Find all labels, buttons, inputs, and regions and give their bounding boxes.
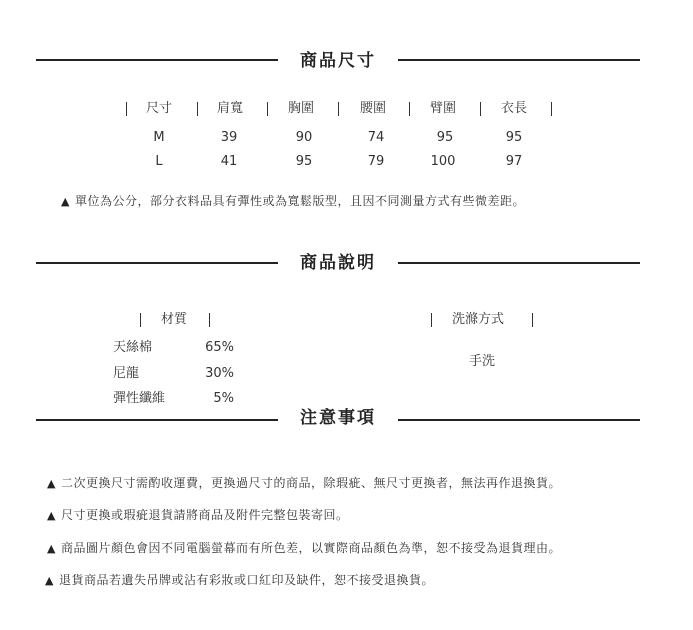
notice-text: 尺寸更換或瑕疵退貨請將商品及附件完整包裝寄回。 [60, 508, 349, 522]
table-cell: M [153, 130, 165, 145]
table-separator [338, 102, 339, 116]
table-cell: 74 [367, 130, 385, 145]
notice-text: 二次更換尺寸需酌收運費，更換過尺寸的商品，除瑕疵、無尺寸更換者，無法再作退換貨。 [60, 476, 561, 490]
notice-text: 商品圖片顏色會因不同電腦螢幕而有所色差，以實際商品顏色為準，恕不接受為退貨理由。 [60, 541, 561, 555]
notice-item [47, 506, 348, 525]
notice-item [47, 474, 561, 493]
table-cell: 95 [436, 130, 454, 145]
notice-text: 退貨商品若遺失吊牌或沾有彩妝或口紅印及缺件，恕不接受退換貨。 [58, 573, 434, 587]
divider-right [398, 262, 640, 264]
divider-left [36, 419, 278, 421]
col-header-arm: 臂圍 [430, 101, 457, 116]
table-cell: 95 [505, 130, 523, 145]
divider-left [36, 262, 278, 264]
col-header-size: 尺寸 [146, 101, 173, 116]
material-percent: 30% [205, 366, 234, 381]
table-separator [551, 102, 552, 116]
table-cell: 95 [295, 154, 313, 169]
table-cell: 90 [295, 130, 313, 145]
table-separator [209, 313, 210, 327]
material-header: 材質 [161, 312, 188, 327]
section-title-size: 商品尺寸 [300, 51, 376, 71]
triangle-bullet-icon: ▲ [47, 477, 56, 490]
table-separator [480, 102, 481, 116]
table-cell: L [155, 154, 163, 169]
table-cell: 79 [367, 154, 385, 169]
triangle-bullet-icon: ▲ [61, 195, 70, 208]
material-name: 天絲棉 [113, 340, 153, 355]
section-title-notice: 注意事項 [300, 408, 376, 428]
size-note [61, 192, 525, 211]
triangle-bullet-icon: ▲ [45, 574, 54, 587]
triangle-bullet-icon: ▲ [47, 542, 56, 555]
table-cell: 41 [220, 154, 238, 169]
wash-header: 洗滌方式 [452, 312, 505, 327]
divider-left [36, 59, 278, 61]
divider-right [398, 59, 640, 61]
col-header-length: 衣長 [501, 101, 528, 116]
section-title-description: 商品說明 [300, 253, 376, 273]
material-name: 尼龍 [113, 366, 140, 381]
table-separator [197, 102, 198, 116]
table-separator [409, 102, 410, 116]
divider-right [398, 419, 640, 421]
table-separator [126, 102, 127, 116]
triangle-bullet-icon: ▲ [47, 509, 56, 522]
size-note-text: 單位為公分，部分衣料品具有彈性或為寬鬆版型，且因不同測量方式有些微差距。 [74, 194, 525, 208]
notice-item [45, 571, 434, 590]
col-header-chest: 胸圍 [288, 101, 315, 116]
material-percent: 65% [205, 340, 234, 355]
notice-item [47, 539, 561, 558]
col-header-shoulder: 肩寬 [217, 101, 244, 116]
table-separator [431, 313, 432, 327]
table-separator [140, 313, 141, 327]
table-cell: 39 [220, 130, 238, 145]
material-name: 彈性纖維 [113, 391, 166, 406]
material-percent: 5% [213, 391, 234, 406]
table-cell: 97 [505, 154, 523, 169]
table-cell: 100 [430, 154, 456, 169]
table-separator [267, 102, 268, 116]
col-header-waist: 腰圍 [360, 101, 387, 116]
wash-value: 手洗 [469, 354, 496, 369]
table-separator [532, 313, 533, 327]
